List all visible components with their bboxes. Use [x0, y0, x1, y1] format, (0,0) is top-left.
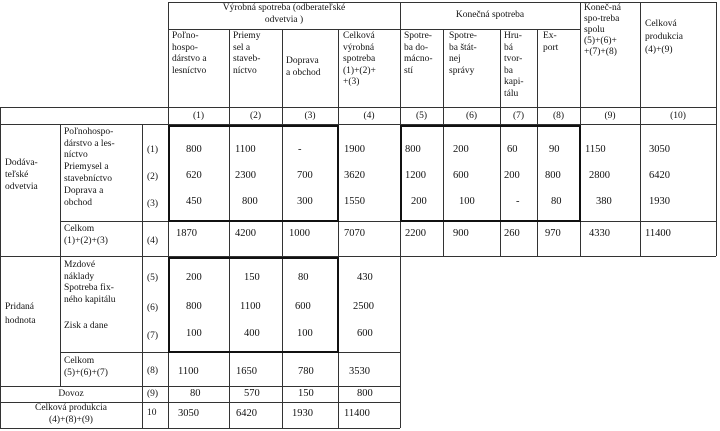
row-label: Doprava a obchod: [64, 186, 104, 208]
row-label-dovoz: Dovoz: [58, 389, 84, 399]
cell-value: 3530: [349, 366, 370, 377]
cell-value: 1550: [344, 196, 365, 207]
col-number: (1): [192, 111, 205, 121]
col-number: (5): [415, 111, 428, 121]
header-celkova-produkcia: Celková produkcia (4)+(9): [645, 19, 683, 55]
cell-value: 800: [405, 144, 421, 155]
cell-value: 1900: [344, 144, 365, 155]
cell-value: 150: [244, 272, 260, 283]
row-label-celkova: Celková produkcia (4)+(8)+(9): [34, 403, 108, 425]
cell-value: 800: [545, 170, 561, 181]
row-number: 10: [147, 408, 157, 418]
cell-value: 1930: [649, 196, 670, 207]
row-number: (2): [147, 172, 159, 182]
header-konecna-spotreba: Konečná spotreba: [455, 10, 525, 20]
cell-value: 3620: [344, 170, 365, 181]
cell-value: 80: [298, 272, 309, 283]
cell-value: 430: [357, 272, 373, 283]
cell-value: 450: [186, 196, 202, 207]
row-label: Poľnohospo- dárstvo a les- níctvo: [64, 127, 115, 160]
cell-value: 200: [504, 170, 520, 181]
cell-value: 4330: [589, 228, 610, 239]
row-label: Spotreba fix- ného kapitálu: [64, 283, 116, 305]
header-col1: Poľno- hospo- dárstvo a lesníctvo: [172, 31, 207, 76]
row-label: Mzdové náklady: [64, 260, 96, 282]
cell-value: 6420: [649, 170, 670, 181]
cell-value: 800: [186, 144, 202, 155]
cell-value: 1200: [405, 170, 426, 181]
col-number: (7): [512, 111, 525, 121]
cell-value: 600: [295, 301, 311, 312]
cell-value: 900: [453, 228, 469, 239]
header-col7: Hru- bá tvor- ba kapi- tálu: [504, 31, 524, 99]
cell-value: 100: [297, 328, 313, 339]
cell-value: 80: [190, 388, 201, 399]
section-label-pridana: Pridaná hodnota: [5, 302, 36, 326]
row-label: Zisk a dane: [64, 321, 108, 331]
cell-value: 200: [453, 144, 469, 155]
col-number: (8): [552, 111, 565, 121]
cell-value: 90: [549, 144, 560, 155]
header-col5: Spotre- ba do- mácno- stí: [404, 31, 433, 76]
cell-value: 2500: [353, 301, 374, 312]
row-number: (3): [147, 199, 159, 209]
row-label: Priemysel a stavebníctvo: [64, 162, 113, 184]
cell-value: 1100: [240, 301, 261, 312]
row-number: (5): [147, 273, 159, 283]
cell-value: 600: [357, 328, 373, 339]
cell-value: -: [516, 196, 520, 207]
cell-value: 2800: [589, 170, 610, 181]
col-number: (9): [604, 111, 616, 121]
cell-value: 800: [357, 388, 373, 399]
row-number: (6): [147, 303, 159, 313]
cell-value: 150: [298, 388, 314, 399]
cell-value: 7070: [344, 228, 365, 239]
cell-value: 380: [596, 196, 612, 207]
row-label-total: Celkom (5)+(6)+(7): [64, 356, 108, 378]
cell-value: 260: [504, 228, 520, 239]
cell-value: 1150: [585, 144, 606, 155]
col-number: (6): [465, 111, 478, 121]
cell-value: 800: [186, 301, 202, 312]
row-number: (9): [147, 389, 159, 399]
col-number: (4): [363, 111, 375, 121]
row-number: (8): [147, 366, 159, 376]
col-number: (2): [249, 111, 262, 121]
cell-value: 300: [297, 196, 313, 207]
cell-value: 2300: [235, 170, 256, 181]
cell-value: 3050: [649, 144, 670, 155]
cell-value: 800: [242, 196, 258, 207]
cell-value: 1650: [236, 366, 257, 377]
cell-value: 200: [411, 196, 427, 207]
cell-value: 11400: [645, 228, 671, 239]
cell-value: 400: [244, 328, 260, 339]
col-number: (3): [304, 111, 316, 121]
cell-value: 970: [545, 228, 561, 239]
cell-value: 200: [186, 272, 202, 283]
cell-value: 100: [459, 196, 475, 207]
cell-value: 1000: [289, 228, 310, 239]
header-col4: Celková výrobná spotreba (1)+(2)+ +(3): [343, 31, 376, 87]
section-label-dodavatelske: Dodáva- teľské odvetvia: [5, 158, 38, 192]
cell-value: 700: [297, 170, 313, 181]
cell-value: 1930: [292, 408, 313, 419]
cell-value: 80: [551, 196, 562, 207]
cell-value: 1100: [178, 366, 199, 377]
cell-value: 100: [186, 328, 202, 339]
row-number: (4): [147, 236, 159, 246]
col-number: (10): [670, 111, 686, 121]
cell-value: 780: [298, 366, 314, 377]
header-col2: Priemy sel a staveb- níctvo: [233, 31, 261, 76]
cell-value: 60: [507, 144, 518, 155]
cell-value: 6420: [236, 408, 257, 419]
cell-value: 620: [186, 170, 202, 181]
header-konecna-spolu: Koneč-ná spo-treba spolu (5)+(6)+ +(7)+(8): [584, 3, 621, 57]
cell-value: 600: [453, 170, 469, 181]
cell-value: 570: [244, 388, 260, 399]
header-col8: Ex- port: [543, 31, 559, 53]
cell-value: -: [298, 144, 302, 155]
header-vyrobna-spotreba: Výrobná spotreba (odberateľské odvetvia ): [222, 3, 346, 25]
row-number: (7): [147, 331, 159, 341]
cell-value: 2200: [405, 228, 426, 239]
cell-value: 11400: [344, 408, 370, 419]
header-col3: Doprava a obchod: [286, 56, 321, 78]
cell-value: 1100: [235, 144, 256, 155]
row-number: (1): [147, 145, 159, 155]
cell-value: 1870: [176, 228, 197, 239]
cell-value: 4200: [235, 228, 256, 239]
header-col6: Spotre- ba štát- nej správy: [449, 31, 477, 76]
row-label-total: Celkom (1)+(2)+(3): [64, 224, 108, 246]
cell-value: 3050: [178, 408, 199, 419]
